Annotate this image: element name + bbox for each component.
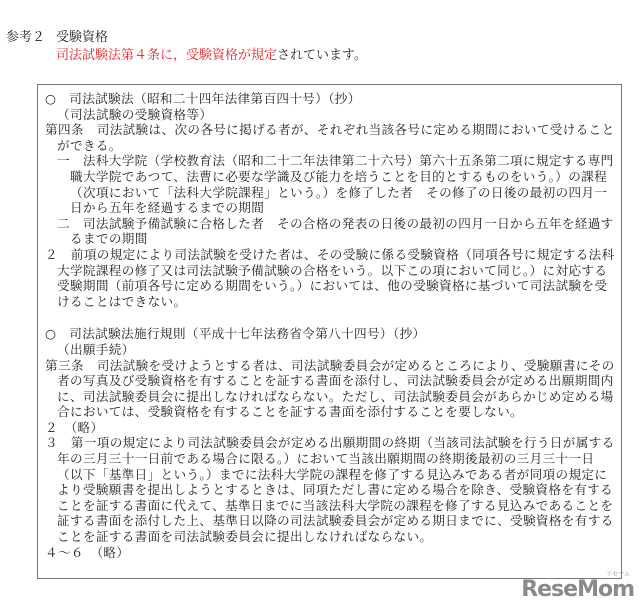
law2-line: より受験願書を提出しようとするときは、同項ただし書に定める場合を除き、受験資格を有する <box>57 482 614 498</box>
law1-title: ○ 司法試験法（昭和二十四年法律第百四十号）（抄） <box>45 91 361 106</box>
heading-number: 参考２ <box>6 30 46 45</box>
law1-line: 受験期間（前項各号に定める期間をいう。）においては、他の受験資格に基づいて司法試験を受 <box>57 278 608 294</box>
law1-line: 第四条 司法試験は、次の各号に掲げる者が、それぞれ当該各号に定める期間において受けること <box>45 122 615 138</box>
law2-line: ４〜６ （略） <box>45 544 130 560</box>
law2-line: ２ （略） <box>45 419 104 435</box>
law2-line: ことを証する書面を司法試験委員会に提出しなければならない。 <box>57 529 433 545</box>
law2-line: 者の写真及び受験資格を有することを証する書面を添付し、司法試験委員会が定める出願期間内 <box>57 373 614 389</box>
law2-line: に、司法試験委員会に提出しなければならない。ただし、司法試験委員会があらかじめ定める場 <box>57 388 614 404</box>
law1-line: 二 司法試験予備試験に合格した者 その合格の発表の日後の最初の四月一日から五年を経過す <box>57 215 614 231</box>
law1-line: 日から五年を経過するまでの期間 <box>70 200 265 216</box>
law1-line: ができる。 <box>57 137 122 153</box>
law2-title: ○ 司法試験法施行規則（平成十七年法務省令第八十四号）（抄） <box>45 326 426 342</box>
law2-line: ことを証する書面に代えて、基準日までに当該法科大学院の課程を修了する見込みであることを <box>57 497 614 513</box>
subtitle-highlight: 司法試験法第４条に，受験資格が規定 <box>56 48 278 63</box>
law1-line: ２ 前項の規定により司法試験を受けた者は、その受験に係る受験資格（同項各号に規定する法科 <box>45 246 615 262</box>
law2-line: 年の三月三十一日前である場合に限る。）において当該出願期間の終期後最初の三月三十一日 <box>57 451 595 467</box>
law1-caption: （司法試験の受験資格等） <box>57 106 213 122</box>
watermark-small-text: リセマム <box>606 571 630 578</box>
watermark-text: ReseMom <box>521 577 634 602</box>
law2-caption: （出願手続） <box>57 341 135 357</box>
law2-line: 証する書面を添付した上、基準日以降の司法試験委員会が定める期日までに、受験資格を有する <box>57 513 614 529</box>
law1-line: けることはできない。 <box>57 293 187 309</box>
section-heading <box>6 30 108 46</box>
law1-section <box>45 91 621 309</box>
law-excerpt-box <box>37 84 622 579</box>
law2-line: （以下「基準日」という。）までに法科大学院の課程を修了する見込みである者が同項の規定に <box>57 466 608 482</box>
subtitle-rest: されています。 <box>277 48 367 63</box>
law1-line: るまでの期間 <box>70 231 148 247</box>
law2-line: 第三条 司法試験を受けようとする者は、司法試験委員会が定めるところにより、受験願書にその <box>45 357 615 373</box>
heading-title: 受験資格 <box>56 30 109 45</box>
law1-line: 大学院課程の修了又は司法試験予備試験の合格をいう。以下この項において同じ。）に対応する <box>57 262 608 278</box>
law1-line: 一 法科大学院（学校教育法（昭和二十二年法律第二十六号）第六十五条第二項に規定する専門 <box>57 153 614 169</box>
resemom-watermark-logo <box>521 571 634 602</box>
law2-line: ３ 第一項の規定により司法試験委員会が定める出願期間の終期（当該司法試験を行う日が属する <box>45 435 615 451</box>
law1-line: 職大学院であつて、法曹に必要な学識及び能力を培うことを目的とするものをいう。）の課程 <box>70 168 608 184</box>
law2-section <box>45 326 621 560</box>
subtitle <box>56 48 367 64</box>
law2-line: 合においては、受験資格を有することを証する書面を添付することを要しない。 <box>57 404 523 420</box>
law1-line: （次項において「法科大学院課程」という。）を修了した者 その修了の日後の最初の四月一 <box>70 184 608 200</box>
